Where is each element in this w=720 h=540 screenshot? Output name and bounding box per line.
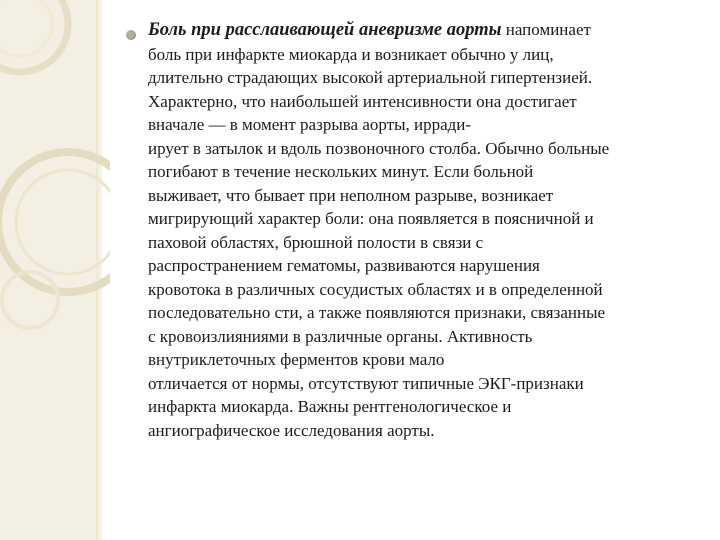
text-line: с кровоизлияниями в различные органы. Активность bbox=[148, 326, 533, 346]
top-inner-ring bbox=[0, 0, 52, 56]
lead-phrase: Боль при расслаивающей аневризме аорты bbox=[148, 20, 502, 40]
text-line: погибают в течение нескольких минут. Если больной bbox=[148, 162, 534, 181]
text-line: кровотока в различных сосудистых областях и в определенной bbox=[148, 279, 603, 299]
text-line: ирует в затылок и вдоль позвоночного столба. Обычно больные bbox=[148, 138, 610, 158]
first-line bbox=[148, 18, 706, 43]
top-ring bbox=[0, 0, 68, 72]
text-line: Характерно, что наибольшей интенсивности она достигает bbox=[148, 91, 577, 111]
text-line: мигрирующий характер боли: она появляется в поясничной и bbox=[148, 209, 594, 228]
text-line: выживает, что бывает при неполном разрыве, возникает bbox=[148, 185, 554, 205]
text-line: длительно страдающих высокой артериальной гипертензией. bbox=[148, 68, 593, 87]
middle-inner-ring bbox=[16, 170, 110, 274]
text-line: инфаркта миокарда. Важны рентгенологическое и bbox=[148, 397, 512, 416]
text-line: ангиографическое исследования аорты. bbox=[148, 420, 435, 440]
text-line: распространением гематомы, развиваются нарушения bbox=[148, 256, 540, 275]
text-line: паховой областях, брюшной полости в связи с bbox=[148, 232, 484, 252]
bullet-paragraph bbox=[148, 18, 706, 442]
slide-content bbox=[126, 18, 706, 442]
lead-rest: напоминает bbox=[501, 20, 591, 39]
text-line: отличается от нормы, отсутствуют типичные ЭКГ-признаки bbox=[148, 373, 584, 393]
text-line: вначале — в момент разрыва аорты, ирради- bbox=[148, 115, 472, 134]
bullet-icon bbox=[126, 30, 136, 40]
text-line: последовательно сти, а также появляются признаки, связанные bbox=[148, 303, 606, 322]
text-line: боль при инфаркте миокарда и возникает обычно у лиц, bbox=[148, 44, 554, 64]
text-line: внутриклеточных ферментов крови мало bbox=[148, 350, 445, 369]
decorative-rings bbox=[0, 0, 110, 540]
